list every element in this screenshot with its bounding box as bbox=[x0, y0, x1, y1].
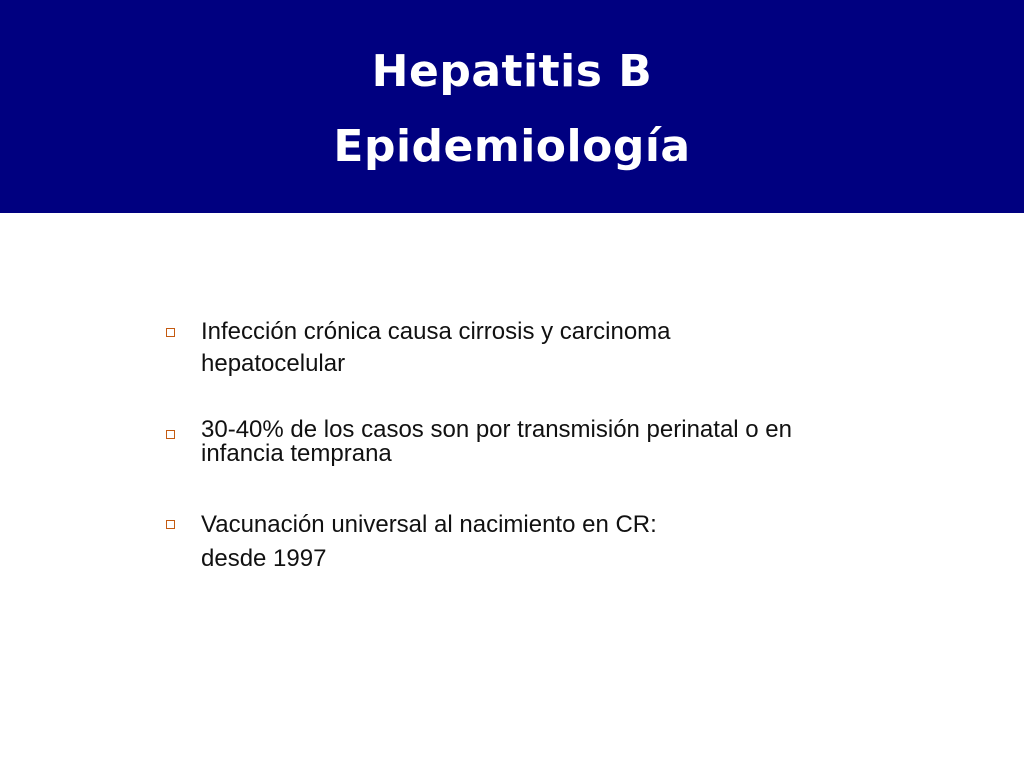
hollow-square-bullet-icon bbox=[166, 520, 175, 529]
bullet-text-2 bbox=[201, 418, 792, 466]
bullet-1-line-1: Infección crónica causa cirrosis y carcinoma bbox=[201, 318, 671, 345]
slide-title-line-1: Hepatitis B bbox=[371, 46, 653, 97]
bullet-2-line-2: infancia temprana bbox=[201, 440, 392, 467]
bullet-text-3 bbox=[201, 508, 657, 576]
title-band bbox=[0, 0, 1024, 213]
bullet-3-line-1: Vacunación universal al nacimiento en CR: bbox=[201, 511, 657, 538]
slide-title-line-2: Epidemiología bbox=[333, 121, 691, 172]
bullet-2-line-1: 30-40% de los casos son por transmisión perinatal o en bbox=[201, 416, 792, 443]
bullet-text-1 bbox=[201, 316, 671, 380]
bullet-1-line-2: hepatocelular bbox=[201, 350, 346, 377]
hollow-square-bullet-icon bbox=[166, 328, 175, 337]
hollow-square-bullet-icon bbox=[166, 430, 175, 439]
bullet-3-line-2: desde 1997 bbox=[201, 545, 327, 572]
